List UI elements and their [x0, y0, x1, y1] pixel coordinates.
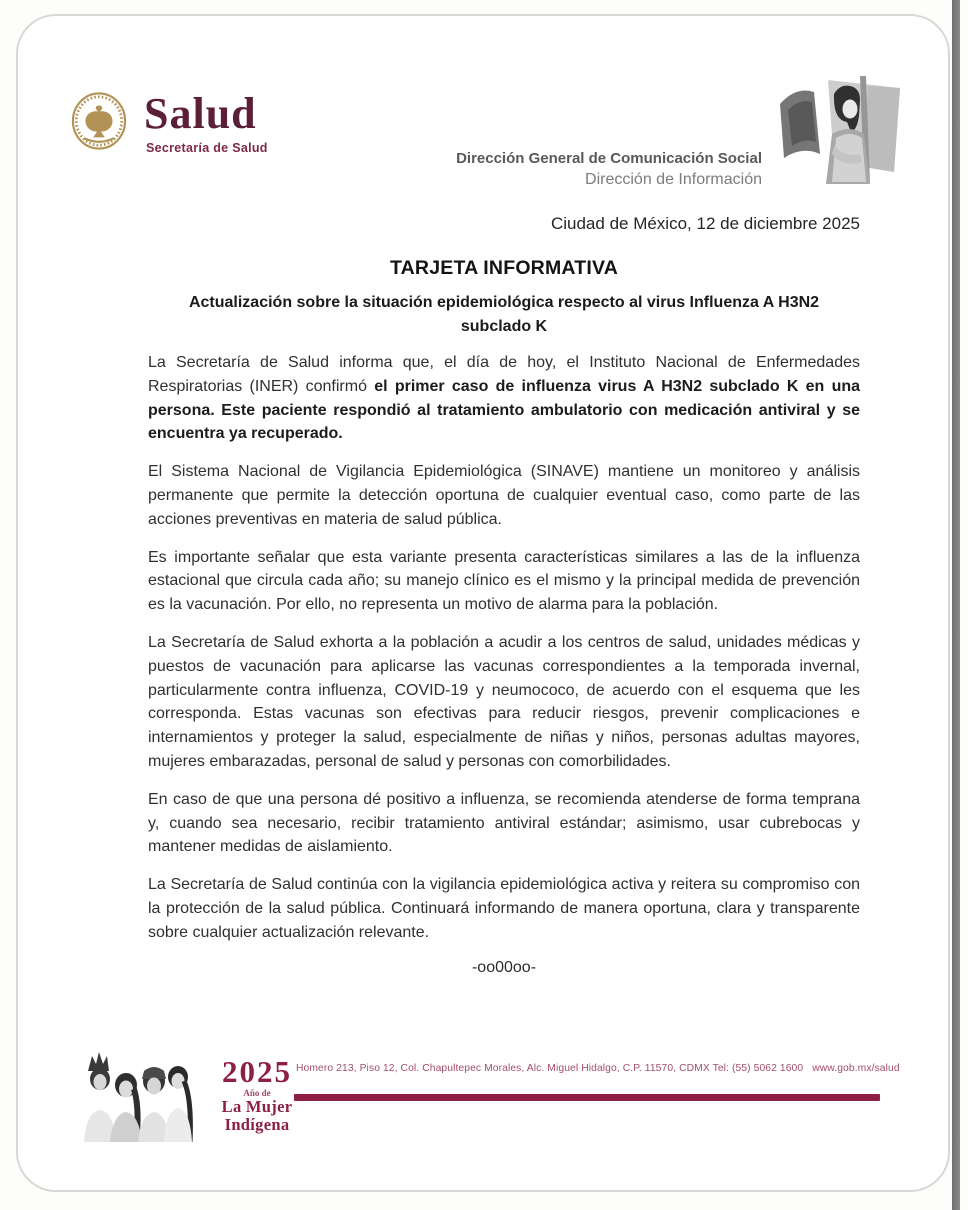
dateline: Ciudad de México, 12 de diciembre 2025 — [550, 214, 860, 233]
year-number: 2025 — [222, 1054, 292, 1089]
paragraph-2: El Sistema Nacional de Vigilancia Epidemiológica (SINAVE) mantiene un monitoreo y análisis permanente que permite la detección oportuna de cualquier eventual caso, como parte de las acciones preventivas en materia de salud pública. — [148, 463, 860, 528]
woman-with-flag-image — [774, 74, 916, 186]
right-edge-bar — [952, 0, 960, 1210]
document-subtitle — [148, 291, 860, 339]
salud-eagle-seal-icon — [70, 90, 128, 152]
footer-maroon-bar — [294, 1094, 880, 1101]
end-separator: -oo00oo- — [471, 958, 537, 976]
direction-general-label: Dirección General de Comunicación Social — [456, 150, 762, 167]
subtitle-line-1: Actualización sobre la situación epidemiológica respecto al virus Influenza A H3N2 — [188, 294, 820, 311]
paragraph-1-bold: el primer caso de influenza virus A H3N2 subclado K en una persona. Este paciente respondió al tratamiento ambulatorio con medicación antiviral y se encuentra ya recuperado. — [148, 377, 861, 443]
paragraph-6: La Secretaría de Salud continúa con la vigilancia epidemiológica activa y reitera su compromiso con la protección de la salud pública. Continuará informando de manera oportuna, clara y transparente sobre cualquier actualización relevante. — [148, 876, 860, 941]
year-sub-label: Año de — [243, 1088, 271, 1098]
paragraph-1-lead: La Secretaría de Salud informa que, el día de hoy, el Instituto Nacional de Enfermedades Respiratorias (INER) confirmó — [148, 354, 860, 395]
website-text: www.gob.mx/salud — [812, 1063, 900, 1074]
subtitle-line-2: subclado K — [460, 318, 548, 335]
paragraph-1 — [148, 351, 860, 446]
document-page — [16, 14, 950, 1192]
brand-subtitle: Secretaría de Salud — [146, 141, 268, 155]
direction-block — [456, 149, 762, 191]
paragraph-4: La Secretaría de Salud exhorta a la población a acudir a los centros de salud, unidades médicas y puestos de vacunación para aplicarse las vacunas correspondientes a la temporada invernal, particularmente contra influenza, COVID-19 y neumococo, de acuerdo con el esquema que les corresponda. Estas vacunas son efectivas para reducir riesgos, prevenir complicaciones e internamientos y proteger la salud, especialmente de niñas y niños, personas adultas mayores, mujeres embarazadas, personal de salud y personas con comorbilidades. — [148, 633, 860, 770]
document-title: TARJETA INFORMATIVA — [389, 257, 619, 279]
paragraph-3: Es importante señalar que esta variante presenta características similares a las de la influenza estacional que circula cada año; su manejo clínico es el mismo y la principal medida de prevención es la vacunación. Por ello, no representa un motivo de alarma para la población. — [148, 548, 860, 614]
year-line-1: La Mujer — [221, 1097, 293, 1116]
brand-wordmark: Salud — [144, 89, 257, 138]
indigenous-women-image — [74, 1044, 198, 1142]
direction-informacion-label: Dirección de Información — [585, 171, 762, 188]
year-line-2: Indígena — [224, 1114, 290, 1134]
address-text: Homero 213, Piso 12, Col. Chapultepec Morales, Alc. Miguel Hidalgo, C.P. 11570, CDMX Tel: (55) 5062 1600 — [296, 1063, 804, 1074]
document-body — [148, 212, 860, 977]
footer-address — [296, 1063, 900, 1074]
paragraph-5: En caso de que una persona dé positivo a influenza, se recomienda atenderse de forma temprana y, cuando sea necesario, recibir tratamiento antiviral estándar; asimismo, usar cubrebocas y mantener medidas de aislamiento. — [148, 790, 860, 856]
